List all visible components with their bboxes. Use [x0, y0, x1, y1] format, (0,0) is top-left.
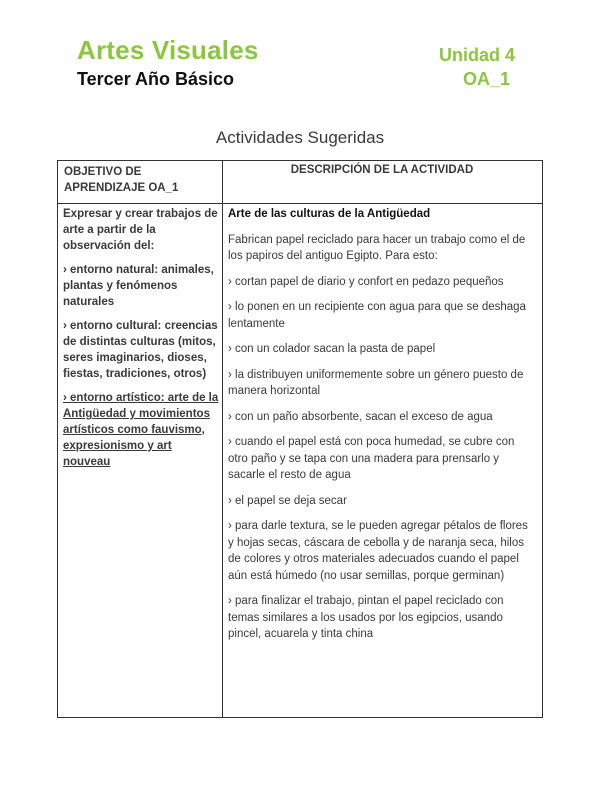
activity-step: › el papel se deja secar [228, 494, 347, 507]
objective-header-line1: OBJETIVO DE [64, 166, 142, 178]
activity-step: › con un paño absorbente, sacan el exceso de agua [228, 410, 493, 423]
activity-table [57, 160, 543, 718]
table-header-divider [58, 203, 542, 204]
activity-title: Arte de las culturas de la Antigüedad [228, 208, 431, 220]
objective-item-cultural: › entorno cultural: creencias de distintas culturas (mitos, seres imaginarios, dioses, fiestas, tradiciones, otros) [63, 320, 218, 380]
objective-column-header [64, 164, 214, 196]
description-column-header: DESCRIPCIÓN DE LA ACTIVIDAD [290, 164, 474, 176]
unit-label: Unidad 4 [438, 45, 515, 65]
activity-step: › lo ponen en un recipiente con agua para que se deshaga lentamente [228, 301, 526, 330]
table-column-divider [222, 161, 223, 717]
oa-label: OA_1 [462, 69, 510, 89]
activity-step: › para darle textura, se le pueden agregar pétalos de flores y hojas secas, cáscara de cebolla y de naranja seca, hilos de colores y otros materiales adecuados cuando el papel aún está húmedo (no usar semillas, porque germinan) [228, 520, 528, 582]
objective-cell [63, 206, 221, 478]
objective-item-natural: › entorno natural: animales, plantas y fenómenos naturales [63, 264, 214, 308]
activity-step: › cuando el papel está con poca humedad, se cubre con otro paño y se tapa con una madera para prensarlo y sacarle el resto de agua [228, 436, 515, 481]
activity-step: › la distribuyen uniformemente sobre un género puesto de manera horizontal [228, 368, 524, 397]
activity-cell [228, 206, 536, 652]
objective-intro: Expresar y crear trabajos de arte a partir de la observación del: [63, 208, 218, 252]
grade-label: Tercer Año Básico [77, 69, 235, 89]
activity-step: › cortan papel de diario y confort en pedazo pequeños [228, 275, 504, 288]
section-title: Actividades Sugeridas [215, 128, 385, 147]
objective-item-artistic: › entorno artístico: arte de la Antigüedad y movimientos artísticos como fauvismo, expresionismo y art nouveau [63, 392, 219, 468]
activity-intro: Fabrican papel reciclado para hacer un trabajo como el de los papiros del antiguo Egipto. Para esto: [228, 233, 526, 262]
objective-header-line2: APRENDIZAJE OA_1 [64, 182, 179, 194]
activity-step: › con un colador sacan la pasta de papel [228, 343, 436, 355]
subject-title: Artes Visuales [77, 35, 259, 65]
activity-step: › para finalizar el trabajo, pintan el papel reciclado con temas similares a los usados por los egipcios, usando pincel, acuarela y tinta china [228, 595, 504, 640]
